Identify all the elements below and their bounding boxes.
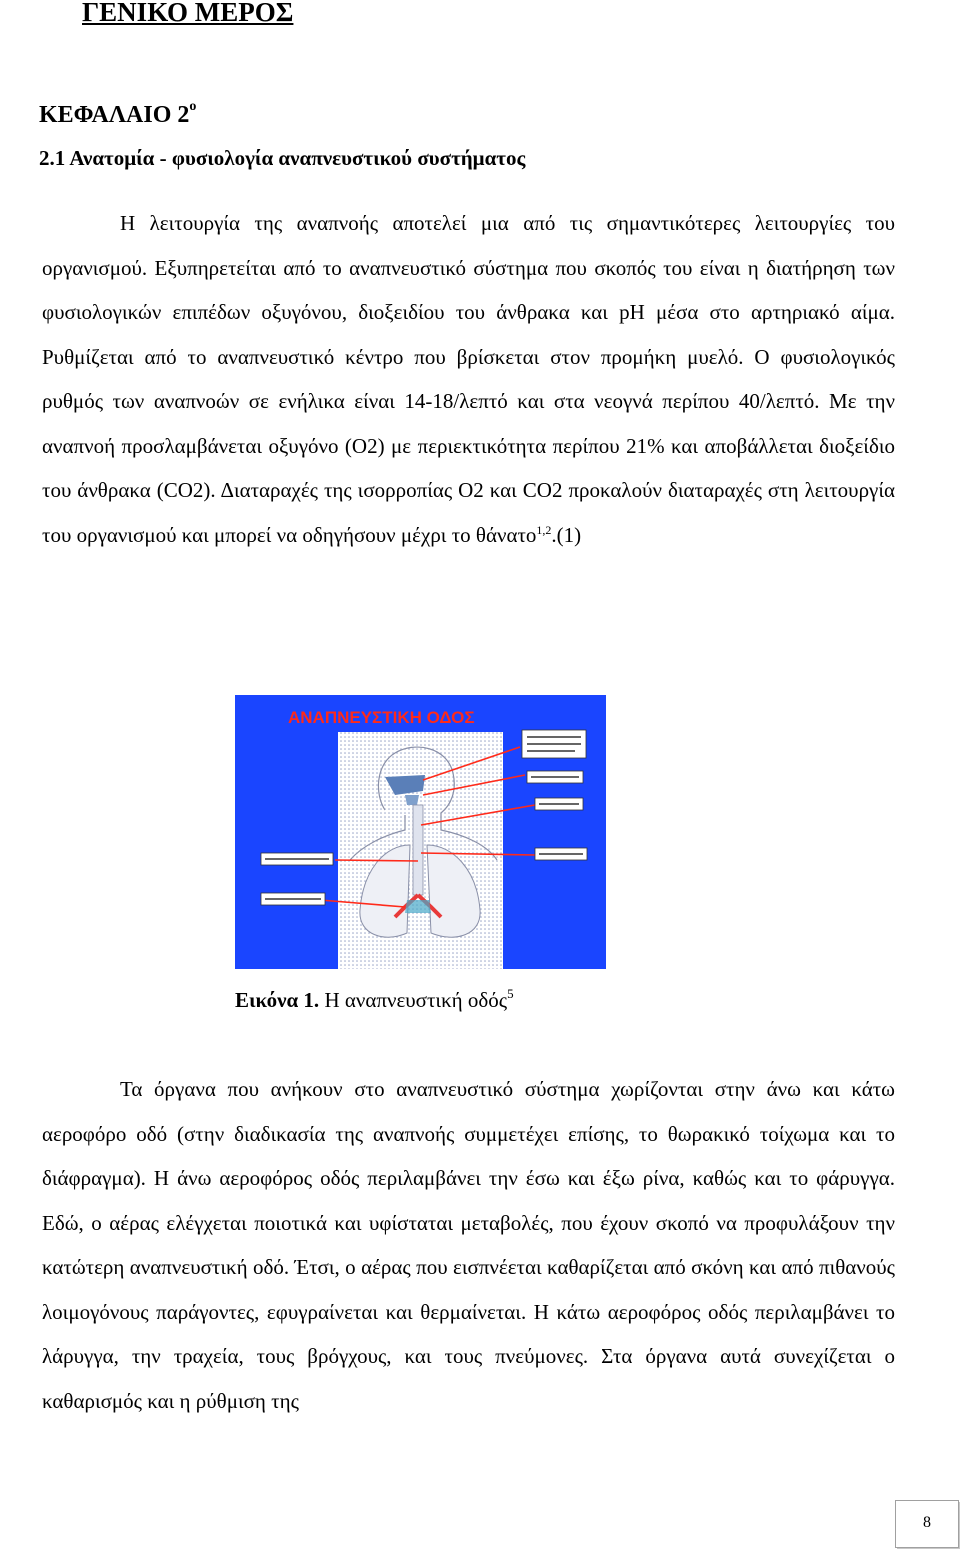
chapter-superscript: ο [189, 99, 197, 114]
respiratory-tract-illustration [235, 695, 606, 969]
paragraph-airways: Τα όργανα που ανήκουν στο αναπνευστικό σύστημα χωρίζονται στην άνω και κάτω αεροφόρο οδό (στην διαδικασία της αναπνοής συμμετέχει επίσης, το θωρακικό τοίχωμα και το διάφραγμα). Η άνω αεροφόρος οδός περιλαμβάνει την έσω και έξω ρίνα, καθώς και το φάρυγγα. Εδώ, ο αέρας ελέγχεται ποιοτικά και υφίσταται μεταβολές, που έχουν σκοπό να προφυλάξουν την κατώτερη αναπνευστική οδό. Έτσι, ο αέρας που εισπνέεται καθαρίζεται από σκόνη και από πιθανούς λοιμογόνους παράγοντες, εφυγραίνεται και θερμαίνεται. Η κάτω αεροφόρος οδός περιλαμβάνει το λάρυγγα, την τραχεία, τους βρόγχους, και τους πνεύμονες. Στα όργανα αυτά συνεχίζεται ο καθαρισμός και η ρύθμιση της [42, 1077, 895, 1413]
chapter-label: ΚΕΦΑΛΑΙΟ 2 [39, 102, 190, 128]
caption-label: Εικόνα 1. [235, 988, 320, 1012]
caption-reference: 5 [507, 986, 514, 1001]
paragraph-intro [42, 201, 895, 557]
section-title: ΓΕΝΙΚΟ ΜΕΡΟΣ [82, 0, 294, 27]
respiratory-tract-figure [235, 695, 606, 969]
paragraph-intro-reference: 1,2 [536, 522, 552, 537]
figure-title: ΑΝΑΠΝΕΥΣΤΙΚΗ ΟΔΟΣ [288, 708, 475, 727]
figure-caption [235, 985, 514, 1015]
label-box-left-2 [261, 893, 325, 905]
trachea [413, 805, 423, 895]
label-box-right-4 [535, 848, 587, 860]
paragraph-intro-tail: .(1) [551, 522, 582, 547]
label-box-right-1 [522, 730, 586, 758]
page-number: 8 [895, 1500, 959, 1548]
label-box-right-2 [527, 771, 583, 783]
caption-text: Η αναπνευστική οδός [319, 988, 508, 1012]
subsection-title: 2.1 Ανατομία - φυσιολογία αναπνευστικού συστήματος [39, 146, 526, 170]
paragraph-intro-text: Η λειτουργία της αναπνοής αποτελεί μια από τις σημαντικότερες λειτουργίες του οργανισμού. Εξυπηρετείται από το αναπνευστικό σύστημα που σκοπός του είναι η διατήρηση των φυσιολογικών επιπέδων οξυγόνου, διοξειδίου του άνθρακα και pH μέσα στο αρτηριακό αίμα. Ρυθμίζεται από το αναπνευστικό κέντρο που βρίσκεται στον προμήκη μυελό. Ο φυσιολογικός ρυθμός των αναπνοών σε ενήλικα είναι 14-18/λεπτό και στα νεογνά περίπου 40/λεπτό. Με την αναπνοή προσλαμβάνεται οξυγόνο (Ο2) με περιεκτικότητα περίπου 21% και αποβάλλεται διοξείδιο του άνθρακα (CO2). Διαταραχές της ισορροπίας Ο2 και CO2 προκαλούν διαταραχές στη λειτουργία του οργανισμού και μπορεί να οδηγήσουν μέχρι το θάνατο [42, 211, 895, 547]
label-box-right-3 [535, 798, 583, 810]
label-box-left-1 [261, 853, 333, 865]
chapter-heading [39, 90, 196, 132]
